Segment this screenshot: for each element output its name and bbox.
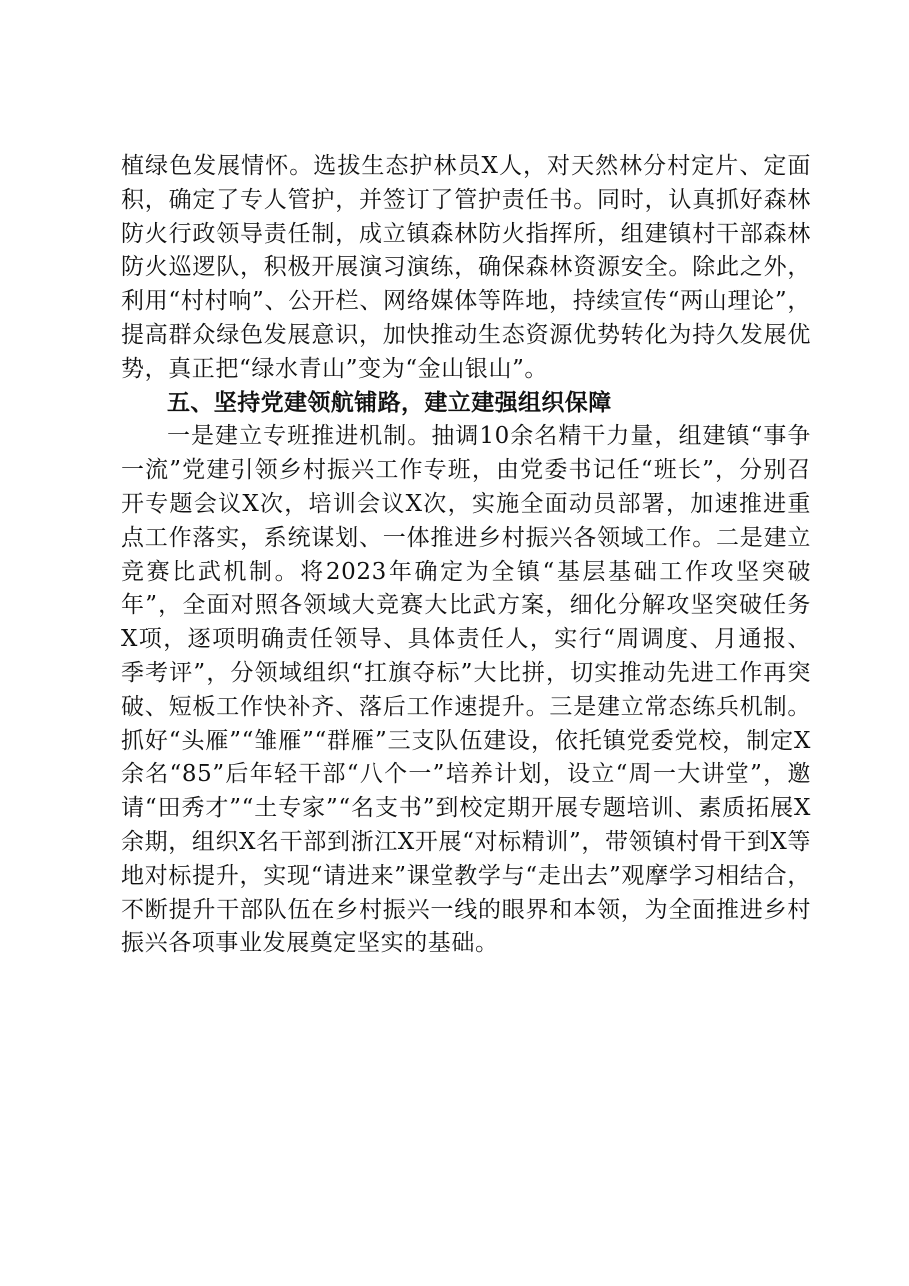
paragraph-organization-mechanisms: 一是建立专班推进机制。抽调10余名精干力量，组建镇“事争一流”党建引领乡村振兴工作专班，由党委书记任“班长”，分别召开专题会议X次，培训会议X次，实施全面动员部署，加速推进重点工作落实，系统谋划、一体推进乡村振兴各领域工作。二是建立竞赛比武机制。将2023年确定为全镇“基层基础工作攻坚突破年”，全面对照各领域大竞赛大比武方案，细化分解攻坚突破任务X项，逐项明确责任领导、具体责任人，实行“周调度、月通报、季考评”，分领域组织“扛旗夺标”大比拼，切实推动先进工作再突破、短板工作快补齐、落后工作速提升。三是建立常态练兵机制。抓好“头雁”“雏雁”“群雁”三支队伍建设，依托镇党委党校，制定X余名“85”后年轻干部“八个一”培养计划，设立“周一大讲堂”，邀请“田秀才”“土专家”“名支书”到校定期开展专题培训、素质拓展X余期，组织X名干部到浙江X开展“对标精训”，带领镇村骨干到X等地对标提升，实现“请进来”课堂教学与“走出去”观摩学习相结合，不断提升干部队伍在乡村振兴一线的眼界和本领，为全面推进乡村振兴各项事业发展奠定坚实的基础。 (121, 423, 811, 957)
section-heading-5: 五、坚持党建领航铺路，建立建强组织保障 (167, 389, 612, 416)
document-body (121, 150, 811, 961)
paragraph-forest-protection: 植绿色发展情怀。选拔生态护林员X人，对天然林分村定片、定面积，确定了专人管护，并签订了管护责任书。同时，认真抓好森林防火行政领导责任制，成立镇森林防火指挥所，组建镇村干部森林防火巡逻队，积极开展演习演练，确保森林资源安全。除此之外，利用“村村响”、公开栏、网络媒体等阵地，持续宣传“两山理论”，提高群众绿色发展意识，加快推动生态资源优势转化为持久发展优势，真正把“绿水青山”变为“金山银山”。 (121, 153, 811, 382)
